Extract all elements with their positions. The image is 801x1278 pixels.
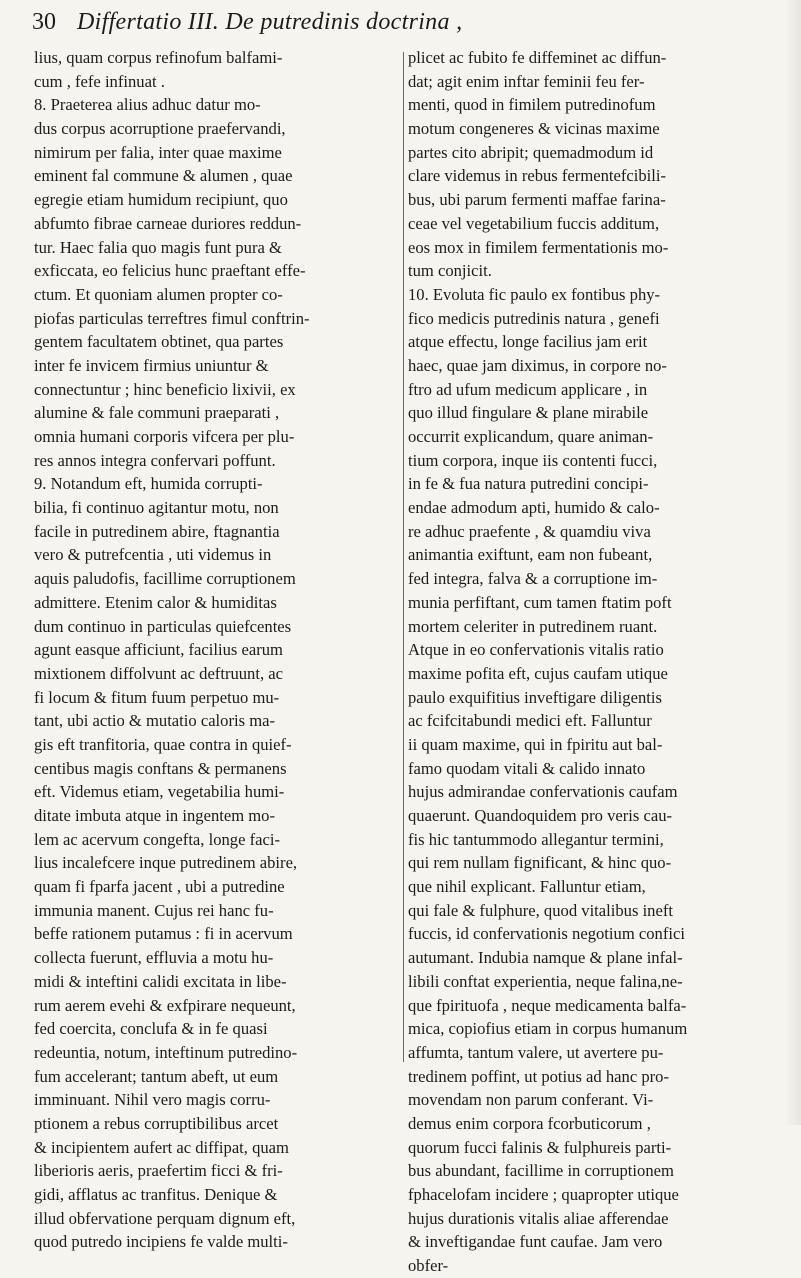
text-line: autumant. Indubia namque & plane infal- [408,948,683,968]
text-line: fis hic tantummodo allegantur termini, [408,829,664,849]
text-line: tium corpora, inque iis contenti fucci, [408,450,658,470]
text-line: quorum fucci falinis & fulphureis parti- [408,1137,672,1157]
text-line: aquis paludofis, facillime corruptionem [34,569,296,589]
running-title [77,2,462,42]
text-line: re adhuc praefente , & quamdiu viva [408,521,651,541]
text-line: quam fi fparfa jacent , ubi a putredine [34,877,285,897]
text-line: dum continuo in particulas quiefcentes [34,616,292,636]
text-line: res annos integra confervari poffunt. [34,450,276,470]
text-line: ptionem a rebus corruptibilibus arcet [34,1113,279,1133]
text-line: ceae vel vegetabilium fuccis additum, [408,213,660,233]
text-line: famo quodam vitali & calido innato [408,758,646,778]
text-line: tant, ubi actio & mutatio caloris ma- [34,711,276,731]
text-line: movendam non parum conferant. Vi- [408,1090,654,1110]
text-line: gis eft tranfitoria, quae contra in quief- [34,734,292,754]
column-divider [403,52,404,1062]
text-line: qui fale & fulphure, quod vitalibus ineft [408,900,673,920]
text-line: haec, quae jam diximus, in corpore no- [408,355,667,375]
text-line: bus, ubi parum fermenti maffae farina- [408,190,666,210]
text-line: ftro ad ufum medicum applicare , in [408,379,648,399]
text-line: inter fe invicem firmius uniuntur & [34,355,269,375]
text-line: maxime pofita eft, cujus caufam utique [408,663,668,683]
text-line: menti, quod in fimilem putredinofum [408,95,656,115]
text-line: dus corpus acorruptione praefervandi, [34,119,286,139]
text-line: rum aerem evehi & exfpirare nequeunt, [34,995,296,1015]
text-line: munia perfiftant, cum tamen ftatim poft [408,592,672,612]
text-line: ii quam maxime, qui in fpiritu aut bal- [408,734,663,754]
text-line: egregie etiam humidum recipiunt, quo [34,190,288,210]
text-line: qui rem nullam fignificant, & hinc quo- [408,853,672,873]
text-line: fed integra, falva & a corruptione im- [408,569,658,589]
text-line: Atque in eo confervationis vitalis ratio [408,640,664,660]
text-line: affumta, tantum valere, ut avertere pu- [408,1042,664,1062]
text-line: fi locum & fitum fuum perpetuo mu- [34,687,280,707]
page-header [32,2,772,42]
page-number: 30 [32,9,56,35]
text-line: mica, copiofius etiam in corpus humanum [408,1019,688,1039]
text-line: in fe & fua natura putredini concipi- [408,474,649,494]
text-line: lius, quam corpus refinofum balfami- [34,48,283,67]
text-line: piofas particulas terreftres fimul conftrin- [34,308,310,328]
text-line: beffe rationem putamus : fi in acervum [34,924,293,944]
text-line: admittere. Etenim calor & humiditas [34,592,277,612]
text-line: motum congeneres & vicinas maxime [408,119,660,139]
text-line: bus abundant, facillime in corruptionem [408,1161,674,1181]
text-line: gentem facultatem obtinet, qua partes [34,332,284,352]
text-line: atque effectu, longe facilius jam erit [408,332,648,352]
text-line: que nihil explicant. Falluntur etiam, [408,877,646,897]
text-line: tum conjicit. [408,261,492,281]
text-line: lius incalefcere inque putredinem abire, [34,853,298,873]
text-line: 8. Praeterea alius adhuc datur mo- [34,95,261,115]
text-line: mixtionem diffolvunt ac deftruunt, ac [34,663,283,683]
running-title-part1: Differtatio III. De [77,9,254,35]
text-line: clare videmus in rebus fermentefcibili- [408,166,667,186]
text-line: fuccis, id confervationis negotium confici [408,924,685,944]
text-line: immunia manent. Cujus rei hanc fu- [34,900,274,920]
text-line: & incipientem aufert ac diffipat, quam [34,1137,289,1157]
text-line: 10. Evoluta fic paulo ex fontibus phy- [408,284,661,304]
text-line: illud obfervatione perquam dignum eft, [34,1208,296,1228]
text-line: gidi, afflatus ac tranfitus. Denique & [34,1185,278,1204]
text-line: eft. Videmus etiam, vegetabilia humi- [34,782,285,802]
text-line: eos mox in fimilem fermentationis mo- [408,237,669,257]
text-line: mortem celeriter in putredinem ruant. [408,616,658,636]
text-line: quaerunt. Quandoquidem pro veris cau- [408,806,673,825]
text-line: quod putredo incipiens fe valde multi- [34,1232,288,1252]
text-line: omnia humani corporis vifcera per plu- [34,427,295,446]
text-line: liberioris aeris, praefertim ficci & fri- [34,1161,283,1181]
text-line: fed coercita, conclufa & in fe quasi [34,1019,268,1039]
text-line: connectuntur ; hinc beneficio lixivii, ex [34,379,296,399]
text-line: libili conftat experientia, neque falina,ne- [408,971,683,991]
text-line: occurrit explicandum, quare animan- [408,427,654,446]
text-line: 9. Notandum eft, humida corrupti- [34,474,263,494]
text-line: eminent fal commune & alumen , quae [34,166,293,186]
text-line: lem ac acervum congefta, longe faci- [34,829,281,849]
text-line: fico medicis putredinis natura , genefi [408,308,660,328]
text-line: fum accelerant; tantum abeft, ut eum [34,1066,279,1086]
text-line: tur. Haec falia quo magis funt pura & [34,237,282,257]
text-line: plicet ac fubito fe diffeminet ac diffun- [408,48,667,67]
text-line: quo illud fingulare & plane mirabile [408,403,649,423]
text-line: demus enim corpora fcorbuticorum , [408,1113,651,1133]
text-line: imminuant. Nihil vero magis corru- [34,1090,271,1110]
text-line: animantia exiftunt, eam non fubeant, [408,545,653,565]
left-text-column [34,46,401,1252]
text-line: facile in putredinem abire, ftagnantia [34,521,280,541]
text-line: bilia, fi continuo agitantur motu, non [34,498,279,518]
text-line: nimirum per falia, inter quae maxime [34,142,282,162]
text-line: alumine & fale communi praeparati , [34,403,280,423]
text-line: vero & putrefcentia , uti videmus in [34,545,272,565]
text-line: obfer- [408,1256,449,1276]
text-line: hujus admirandae confervationis caufam [408,782,678,802]
text-line: tredinem poffint, ut potius ad hanc pro- [408,1066,669,1086]
text-line: ac fcifcitabundi medici eft. Falluntur [408,711,652,731]
text-line: ditate imbuta atque in ingentem mo- [34,806,276,825]
text-line: ctum. Et quoniam alumen propter co- [34,284,283,304]
text-line: dat; agit enim inftar feminii feu fer- [408,71,645,91]
text-line: partes cito abripit; quemadmodum id [408,142,654,162]
running-title-part2: putredinis doctrina , [260,9,463,35]
text-line: exficcata, eo felicius hunc praeftant effe- [34,261,306,281]
text-line: paulo exquifitius inveftigare diligentis [408,687,662,707]
text-line: collecta fuerunt, effluvia a motu hu- [34,948,274,968]
text-line: que fpirituofa , neque medicamenta balfa- [408,995,687,1015]
text-line: midi & inteftini calidi excitata in libe- [34,971,287,991]
text-line: endae admodum apti, humido & calo- [408,498,660,518]
page-edge-shadow [785,0,801,1125]
text-line: abfumto fibrae carneae duriores reddun- [34,213,302,233]
text-line: & inveftigandae funt caufae. Jam vero [408,1232,663,1252]
text-line: fphacelofam incidere ; quapropter utique [408,1185,679,1204]
text-line: agunt easque afficiunt, facilius earum [34,640,283,660]
text-line: centibus magis conftans & permanens [34,758,287,778]
text-line: redeuntia, notum, inteftinum putredino- [34,1042,298,1062]
text-line: cum , fefe infinuat . [34,71,165,91]
text-line: hujus durationis vitalis aliae afferendae [408,1208,669,1228]
right-text-column [408,46,777,1276]
